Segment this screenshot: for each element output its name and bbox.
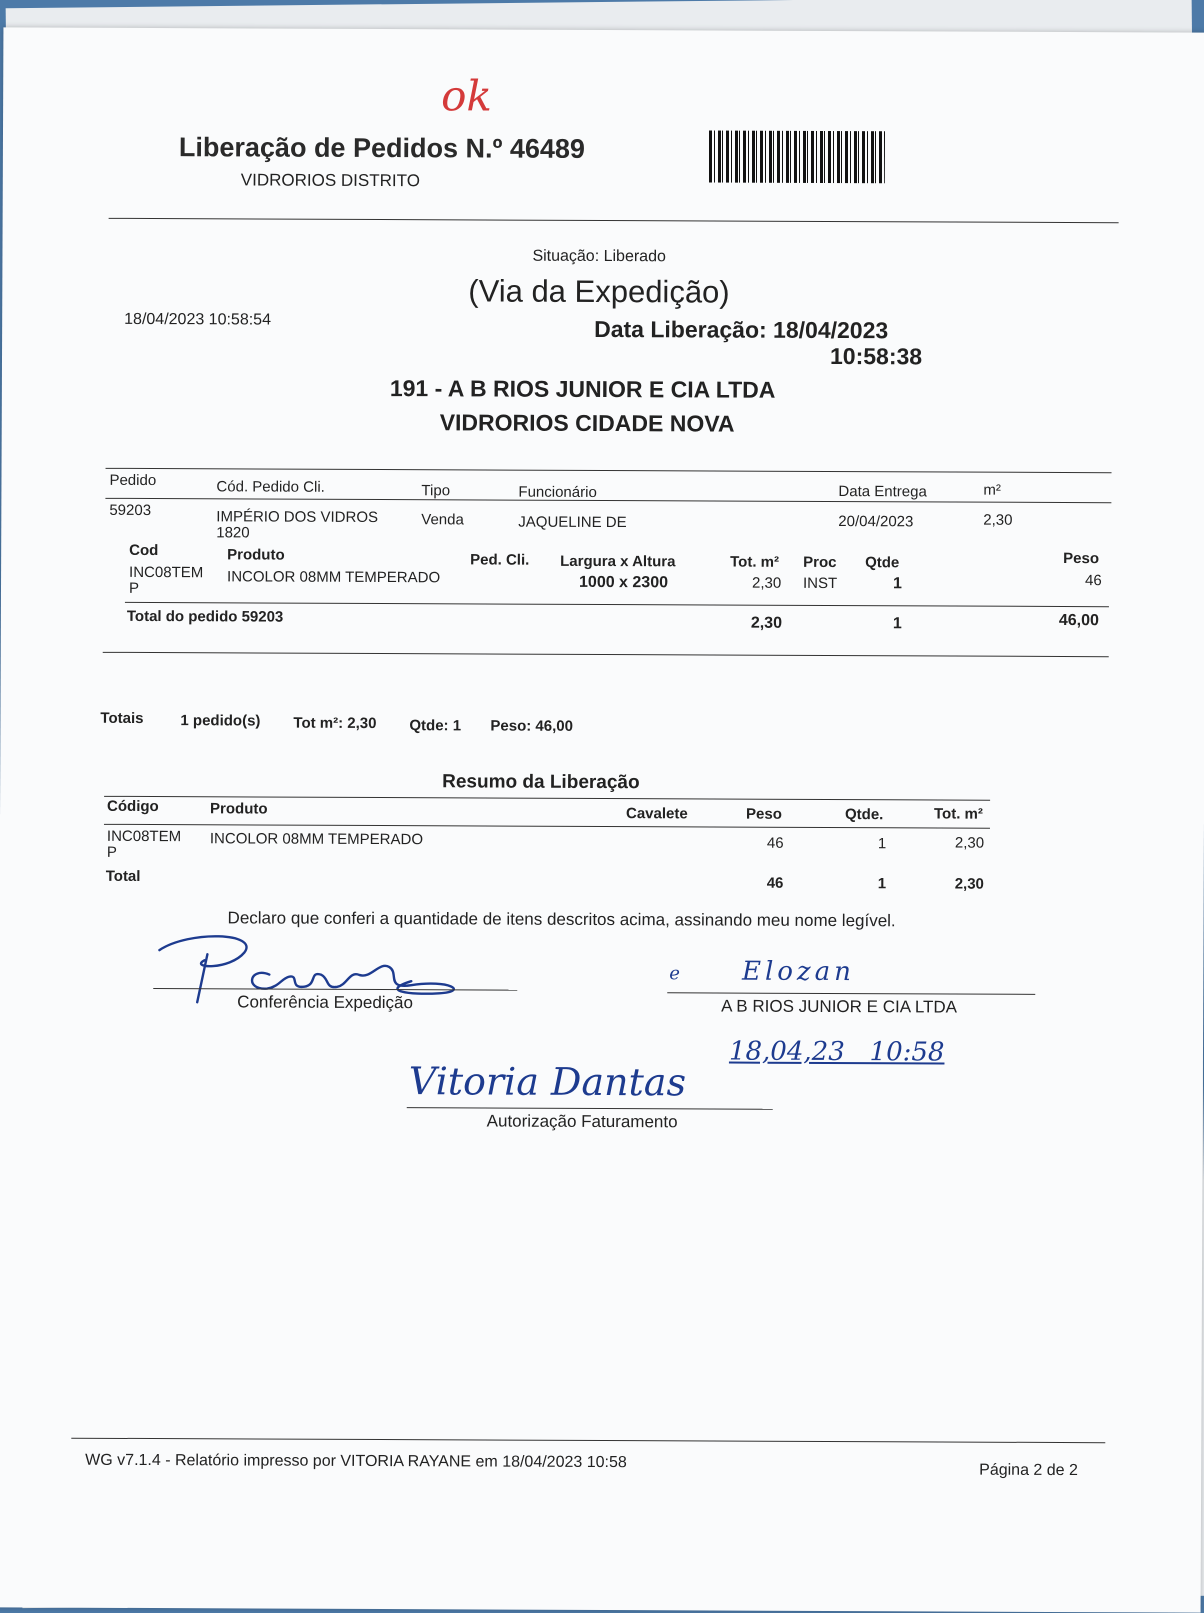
- item-product: INCOLOR 08MM TEMPERADO: [227, 568, 441, 587]
- totals-label: Totais: [100, 709, 144, 727]
- company-name: VIDRORIOS DISTRITO: [240, 170, 420, 191]
- col-cod-pedido-cli: Cód. Pedido Cli.: [216, 478, 325, 496]
- order-total-label: Total do pedido 59203: [126, 607, 284, 626]
- totals-qtde: Qtde: 1: [409, 717, 462, 735]
- initials-mark: ok: [441, 71, 493, 121]
- totals-orders: 1 pedido(s): [180, 712, 261, 730]
- release-time: 10:58:38: [829, 342, 923, 370]
- order-total-peso: 46,00: [1058, 611, 1099, 630]
- order-table-bottom-line: [103, 652, 1109, 657]
- totals-peso: Peso: 46,00: [490, 717, 574, 735]
- status-text: Situação: Liberado: [532, 247, 666, 266]
- col-proc: Proc: [803, 553, 837, 572]
- summary-tot-m2: 2,30: [954, 834, 985, 852]
- barcode: [709, 130, 885, 183]
- expedicao-label: Conferência Expedição: [237, 992, 414, 1013]
- item-proc: INST: [802, 574, 838, 593]
- summary-qtde: 1: [877, 835, 887, 853]
- document-page: [0, 27, 1204, 1612]
- faturamento-signature-line: [407, 1107, 773, 1110]
- delivery-date: 20/04/2023: [838, 513, 914, 531]
- client-signature-prefix: e: [669, 963, 685, 985]
- release-date: Data Liberação: 18/04/2023: [594, 315, 889, 344]
- totals-m2: Tot m²: 2,30: [293, 714, 377, 733]
- item-tot-m2: 2,30: [751, 574, 782, 592]
- employee: JAQUELINE DE: [518, 513, 627, 532]
- document-title: Liberação de Pedidos N.º 46489: [178, 132, 586, 164]
- summary-col-produto: Produto: [210, 800, 268, 818]
- footer-line: [71, 1438, 1105, 1444]
- summary-product: INCOLOR 08MM TEMPERADO: [209, 830, 424, 849]
- copy-type: (Via da Expedição): [468, 273, 730, 310]
- client-signature-line: [667, 992, 1035, 995]
- col-qtde: Qtde: [865, 554, 900, 572]
- summary-header-line: [104, 824, 990, 829]
- order-total-m2: 2,30: [750, 614, 783, 632]
- summary-col-codigo: Código: [107, 797, 159, 816]
- order-type: Venda: [421, 511, 464, 529]
- client-order-code-1: IMPÉRIO DOS VIDROS: [216, 508, 379, 527]
- summary-col-tot-m2: Tot. m²: [933, 805, 983, 823]
- summary-col-qtde: Qtde.: [844, 806, 884, 824]
- client-branch: VIDRORIOS CIDADE NOVA: [439, 409, 735, 437]
- order-number: 59203: [109, 501, 152, 520]
- order-table-top-line: [106, 468, 1112, 473]
- order-header-line: [105, 498, 1111, 503]
- col-ped-cli: Ped. Cli.: [470, 551, 530, 569]
- order-total-line: [125, 602, 1109, 607]
- order-total-qtde: 1: [892, 615, 902, 633]
- client-signature-label: A B RIOS JUNIOR E CIA LTDA: [721, 996, 958, 1017]
- faturamento-label: Autorização Faturamento: [486, 1111, 678, 1132]
- client-order-code-2: 1820: [216, 524, 250, 542]
- col-cod: Cod: [129, 541, 159, 560]
- item-dimensions: 1000 x 2300: [578, 573, 669, 592]
- summary-total-label: Total: [105, 867, 141, 885]
- summary-code-1: INC08TEM: [106, 827, 182, 846]
- footer-page-number: Página 2 de 2: [979, 1461, 1078, 1480]
- col-pedido: Pedido: [109, 471, 157, 490]
- col-tipo: Tipo: [421, 482, 451, 500]
- item-code-1: INC08TEM: [129, 563, 204, 582]
- item-peso: 46: [1085, 572, 1102, 590]
- faturamento-signature: Vitoria Dantas: [408, 1059, 687, 1105]
- client-signature: [669, 956, 855, 987]
- print-datetime: 18/04/2023 10:58:54: [124, 310, 272, 329]
- summary-col-cavalete: Cavalete: [625, 805, 688, 823]
- col-data-entrega: Data Entrega: [838, 483, 927, 501]
- header-divider: [109, 218, 1119, 223]
- col-tot-m2: Tot. m²: [730, 553, 780, 571]
- col-largura-altura: Largura x Altura: [560, 552, 676, 571]
- item-code-2: P: [128, 579, 140, 597]
- col-funcionario: Funcionário: [518, 483, 597, 501]
- summary-code-2: P: [106, 843, 117, 861]
- col-produto: Produto: [227, 546, 285, 564]
- declaration-text: Declaro que conferi a quantidade de itens descritos acima, assinando meu nome legível.: [227, 908, 896, 931]
- col-m2: m²: [983, 481, 1001, 499]
- summary-total-tot-m2: 2,30: [954, 875, 984, 893]
- order-m2: 2,30: [983, 511, 1013, 529]
- summary-title: Resumo da Liberação: [442, 771, 640, 794]
- summary-total-peso: 46: [766, 874, 784, 892]
- client-name: 191 - A B RIOS JUNIOR E CIA LTDA: [389, 375, 776, 403]
- item-qtde: 1: [892, 575, 902, 593]
- col-peso: Peso: [1063, 550, 1100, 568]
- summary-peso: 46: [766, 834, 784, 852]
- summary-total-qtde: 1: [877, 875, 887, 893]
- summary-col-peso: Peso: [745, 805, 782, 823]
- footer-printed-by: WG v7.1.4 - Relatório impresso por VITORIA RAYANE em 18/04/2023 10:58: [85, 1451, 627, 1472]
- client-signature-name: Elozan: [741, 956, 855, 988]
- handwritten-date: 18,04,23 10:58: [728, 1036, 945, 1068]
